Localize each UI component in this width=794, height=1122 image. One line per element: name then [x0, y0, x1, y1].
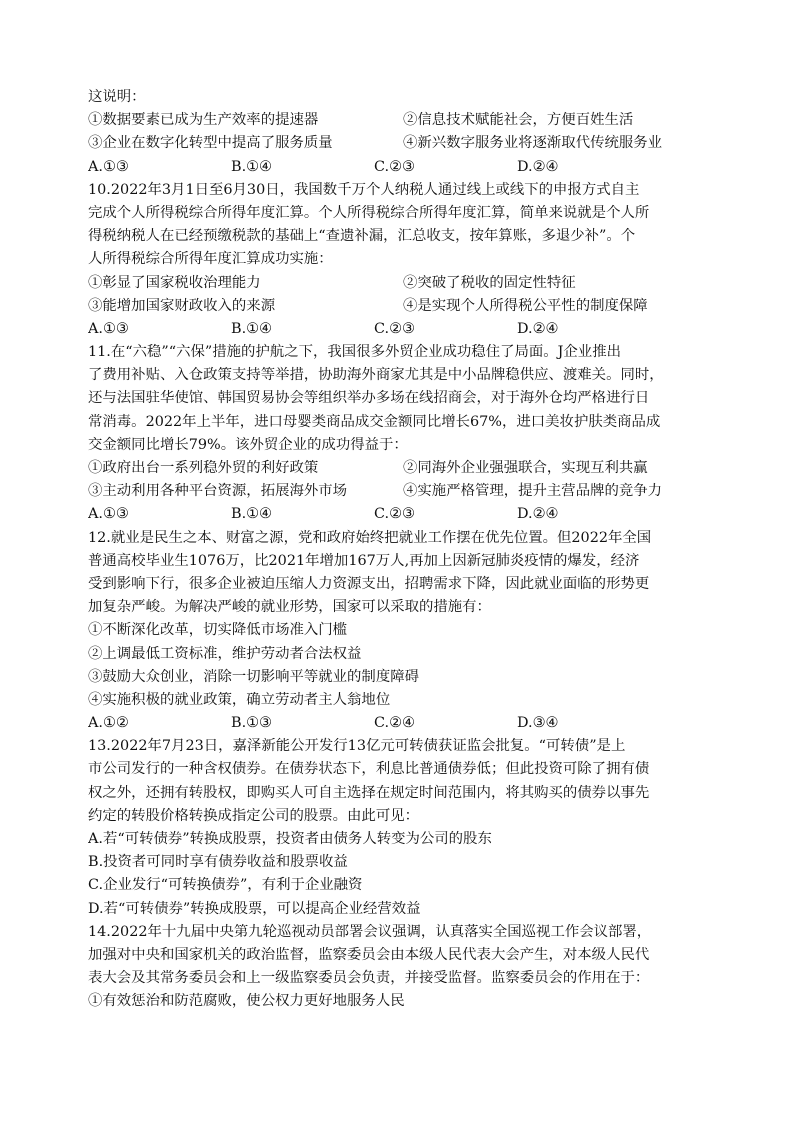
choice-c: C.②③ — [374, 506, 415, 523]
options-row-2 — [88, 295, 718, 318]
choice-a: A.①③ — [88, 158, 129, 175]
question-10 — [88, 179, 718, 341]
question-stem-line: 常消毒。2022年上半年，进口母婴类商品成交金额同比增长67%，进口美妆护肤类商品成 — [88, 413, 661, 430]
option-4: ④新兴数字服务业将逐渐取代传统服务业 — [403, 135, 663, 152]
choice-c: C.②④ — [374, 715, 415, 732]
choice-b: B.投资者可同时享有债券收益和股票收益 — [88, 854, 348, 871]
choice-b: B.①④ — [231, 158, 272, 175]
question-11 — [88, 341, 718, 527]
question-stem-line: 受到影响下行，很多企业被迫压缩人力资源支出，招聘需求下降，因此就业面临的形势更 — [88, 575, 650, 592]
choice-c: C.企业发行“可转换债券”，有利于企业融资 — [88, 877, 363, 894]
options-row-1 — [88, 272, 718, 295]
choice-c: C.②③ — [374, 320, 415, 337]
choice-b: B.①④ — [231, 506, 272, 523]
option-1: ①有效惩治和防范腐败，使公权力更好地服务人民 — [88, 993, 405, 1010]
options-row-2 — [88, 132, 718, 155]
question-stem-line: 完成个人所得税综合所得年度汇算。个人所得税综合所得年度汇算，简单来说就是个人所 — [88, 204, 650, 221]
question-stem-line: 约定的转股价格转换成指定公司的股票。由此可见： — [88, 807, 419, 824]
question-stem-line: 还与法国驻华使馆、韩国贸易协会等组织举办多场在线招商会，对于海外仓均严格进行日 — [88, 390, 650, 407]
exam-page — [88, 86, 718, 1014]
question-stem-line: 交金额同比增长79%。该外贸企业的成功得益于： — [88, 436, 408, 453]
choice-d: D.②④ — [517, 320, 559, 337]
choice-d: D.③④ — [517, 715, 559, 732]
choice-d: D.若“可转债券”转换成股票，可以提高企业经营效益 — [88, 900, 421, 917]
choice-a: A.若“可转债券”转换成股票，投资者由债务人转变为公司的股东 — [88, 831, 492, 847]
option-3: ③企业在数字化转型中提高了服务质量 — [88, 135, 333, 152]
choice-b: B.①③ — [231, 715, 272, 732]
answer-choices — [88, 318, 718, 341]
question-stem-line: 12.就业是民生之本、财富之源，党和政府始终把就业工作摆在优先位置。但2022年全国 — [88, 529, 652, 546]
question-12 — [88, 527, 718, 736]
question-stem-line: 加复杂严峻。为解决严峻的就业形势，国家可以采取的措施有： — [88, 599, 491, 616]
question-stem-line: 普通高校毕业生1076万，比2021年增加167万人,再加上因新冠肺炎疫情的爆发，经济 — [88, 552, 640, 569]
option-2: ②信息技术赋能社会，方便百姓生活 — [403, 112, 634, 129]
option-1: ①政府出台一系列稳外贸的利好政策 — [88, 460, 319, 476]
question-stem-line: 11.在“六稳”“六保”措施的护航之下，我国很多外贸企业成功稳住了局面。J企业推出 — [88, 344, 621, 361]
question-stem-line: 加强对中央和国家机关的政治监督，监察委员会由本级人民代表大会产生，对本级人民代 — [88, 946, 650, 963]
option-1: ①彰显了国家税收治理能力 — [88, 274, 261, 291]
question-9 — [88, 86, 718, 179]
choice-a: A.①② — [88, 715, 129, 732]
question-13 — [88, 735, 718, 921]
option-2: ②同海外企业强强联合，实现互利共赢 — [403, 460, 648, 476]
question-stem-line: 14.2022年十九届中央第九轮巡视动员部署会议强调，认真落实全国巡视工作会议部署， — [88, 923, 652, 940]
options-row-1 — [88, 109, 718, 132]
question-stem-line: 了费用补贴、入仓政策支持等举措，协助海外商家尤其是中小品牌稳供应、渡难关。同时， — [88, 367, 664, 384]
option-1: ①数据要素已成为生产效率的提速器 — [88, 112, 319, 129]
option-2: ②上调最低工资标准，维护劳动者合法权益 — [88, 645, 362, 662]
answer-choices — [88, 503, 718, 526]
option-2: ②突破了税收的固定性特征 — [403, 274, 576, 291]
question-stem-line: 人所得税综合所得年度汇算成功实施： — [88, 251, 333, 268]
question-14 — [88, 921, 718, 1014]
choice-d: D.②④ — [517, 506, 559, 523]
question-stem-line: 得税纳税人在已经预缴税款的基础上“查遗补漏，汇总收支，按年算账，多退少补”。个 — [88, 228, 636, 245]
question-stem-tail: 这说明： — [88, 89, 146, 105]
question-stem-line: 表大会及其常务委员会和上一级监察委员会负责，并接受监督。监察委员会的作用在于： — [88, 970, 650, 987]
answer-choices — [88, 156, 718, 179]
option-4: ④实施积极的就业政策，确立劳动者主人翁地位 — [88, 691, 391, 708]
options-row-1 — [88, 457, 718, 480]
question-stem-line: 市公司发行的一种含权债券。在债券状态下，利息比普通债券低；但此投资可除了拥有债 — [88, 761, 650, 778]
option-1: ①不断深化改革，切实降低市场准入门槛 — [88, 622, 348, 639]
question-stem-line: 权之外，还拥有转股权，即购买人可自主选择在规定时间范围内，将其购买的债券以事先 — [88, 784, 650, 801]
options-row-2 — [88, 480, 718, 503]
option-4: ④是实现个人所得税公平性的制度保障 — [403, 297, 648, 314]
choice-d: D.②④ — [517, 158, 559, 175]
option-3: ③鼓励大众创业，消除一切影响平等就业的制度障碍 — [88, 668, 419, 685]
choice-a: A.①③ — [88, 320, 129, 337]
option-3: ③能增加国家财政收入的来源 — [88, 297, 276, 314]
choice-c: C.②③ — [374, 158, 415, 175]
question-stem-line: 10.2022年3月1日至6月30日，我国数千万个人纳税人通过线上或线下的申报方式自主 — [88, 181, 640, 198]
option-3: ③主动利用各种平台资源，拓展海外市场 — [88, 483, 348, 500]
question-stem-line: 13.2022年7月23日，嘉泽新能公开发行13亿元可转债获证监会批复。“可转债”是上 — [88, 738, 626, 755]
option-4: ④实施严格管理，提升主营品牌的竞争力 — [403, 483, 663, 500]
answer-choices — [88, 712, 718, 735]
choice-b: B.①④ — [231, 320, 272, 337]
choice-a: A.①③ — [88, 506, 129, 523]
